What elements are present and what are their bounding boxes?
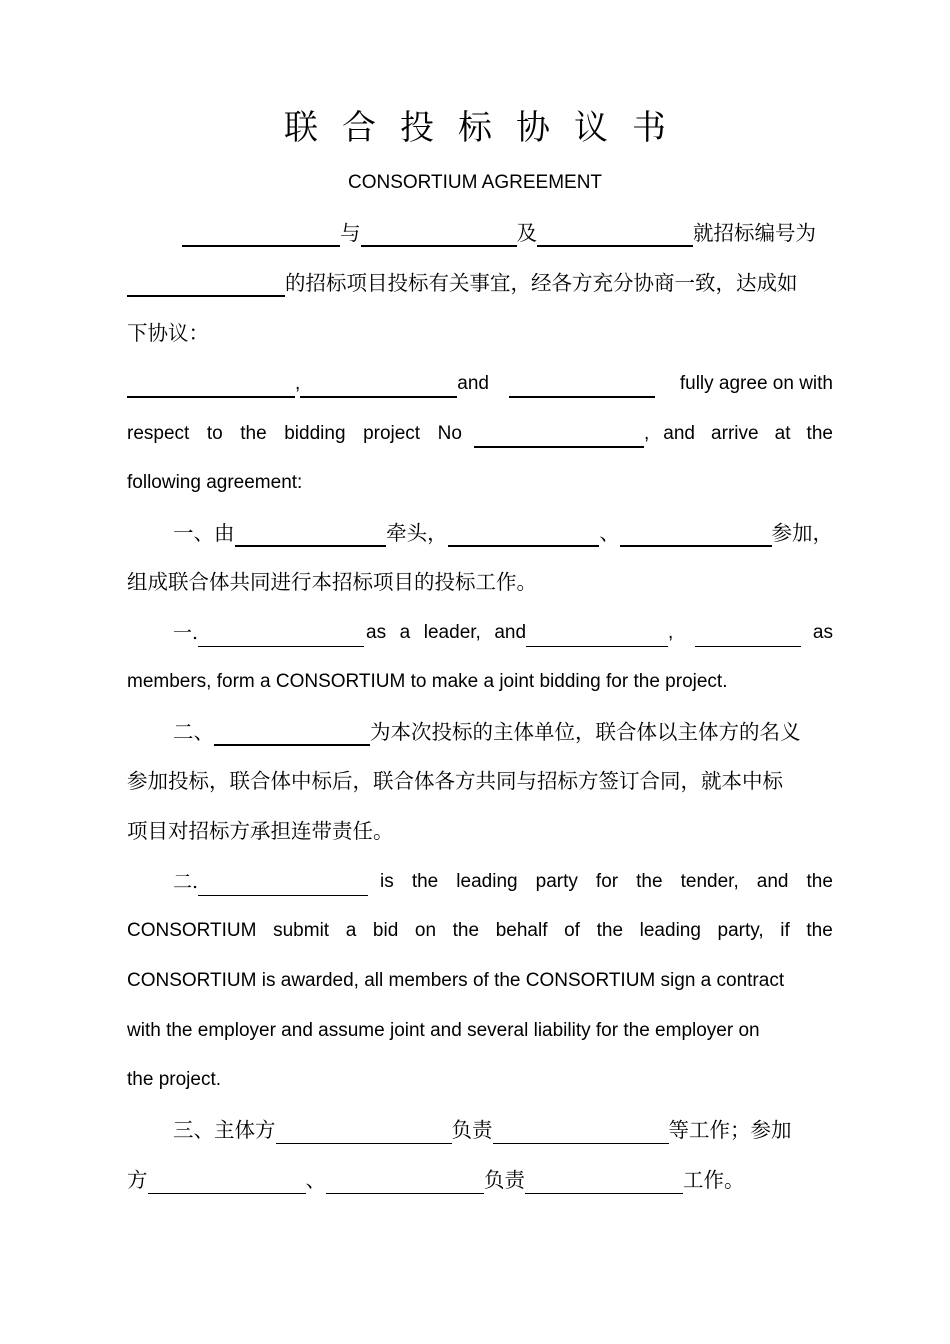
leader-blank[interactable] [235,523,387,547]
en-leader-blank[interactable] [198,624,364,647]
en-party-b-blank[interactable] [300,374,457,398]
member-2-blank[interactable] [620,523,772,547]
word: bidding [284,423,346,444]
text-separator: 、 [599,521,620,545]
clause-3-text: 等工作；参加 [668,1118,792,1142]
word: a [345,920,357,941]
word: the [806,423,833,444]
party-c-blank[interactable] [537,223,693,247]
main-party-blank[interactable] [214,722,370,746]
word: respect [127,423,190,444]
en-and: and [457,373,489,394]
text-responsible: 负责 [451,1118,493,1142]
text-and: 与 [340,221,361,245]
text-lead: 牵头， [386,521,448,545]
word: the [452,920,480,941]
clause-2-text: 为本次投标的主体单位，联合体以主体方的名义 [370,720,801,744]
main-party-work-blank[interactable] [493,1121,669,1144]
text-responsible-2: 负责 [484,1168,525,1192]
text-separator-2: 、 [305,1168,326,1192]
participant-work-blank[interactable] [525,1171,683,1194]
document-title: 联合投标协议书 [284,108,690,148]
word: is [380,871,394,892]
document-subtitle: CONSORTIUM AGREEMENT [347,172,603,193]
text-tender-no: 就招标编号为 [693,221,816,245]
en-clause-2-line-5: the project. [127,1069,221,1090]
cn-intro-line-2 [127,269,833,297]
en-party-a-blank[interactable] [127,374,295,398]
cn-intro-line-1 [182,219,833,247]
word: on [414,920,437,941]
word: No [437,423,462,444]
word: for [595,871,619,892]
tender-number-blank[interactable] [127,273,285,297]
word: leading [639,920,701,941]
word: to [206,423,223,444]
word: of [564,920,580,941]
word: if [780,920,790,941]
text-party: 方 [127,1168,148,1192]
word: the [240,423,267,444]
cn-clause-1-line-1 [173,519,833,547]
en-clause-2-line-3: CONSORTIUM is awarded, all members of the CONSORTIUM sign a contract [127,970,785,991]
word: at [774,423,791,444]
text-and-2: 及 [516,221,537,245]
word: the [806,920,833,941]
en-clause-1-line-2: members, form a CONSORTIUM to make a joint bidding for the project. [127,671,728,692]
en-comma: , [295,373,301,394]
word: as [812,622,833,643]
cn-clause-3-line-1 [173,1116,833,1144]
party-a-blank[interactable] [182,223,340,247]
cn-clause-2-line-2: 参加投标，联合体中标后，联合体各方共同与招标方签订合同，就本中标 [127,769,783,793]
cn-clause-2-line-1 [173,718,833,746]
word: a [399,622,411,643]
word: the [411,871,439,892]
en-clause-2-line-1 [173,868,833,896]
word: CONSORTIUM [127,920,257,941]
text-work: 工作。 [683,1168,745,1192]
word: and [663,423,695,444]
en-party-c-blank[interactable] [509,374,655,398]
en-agree-text: fully agree on with [679,373,833,394]
en-clause-2-prefix: 二. [173,871,199,893]
cn-clause-3-line-2 [127,1166,833,1194]
text-join: 参加， [771,521,834,545]
en-intro-line-1 [127,370,833,398]
en-comma-3: , [668,622,674,643]
word: project [363,423,421,444]
en-comma-2: , [644,423,650,444]
en-member-2-blank[interactable] [695,624,801,647]
en-clause-1-prefix: 一. [173,622,199,644]
participant-1-blank[interactable] [148,1171,306,1194]
word: the [596,920,624,941]
word: as [366,622,387,643]
member-1-blank[interactable] [448,523,600,547]
party-b-blank[interactable] [361,223,517,247]
cn-intro-text: 的招标项目投标有关事宜，经各方充分协商一致，达成如 [285,271,798,295]
word: behalf [495,920,548,941]
en-intro-line-2 [127,420,833,448]
word: leader, [423,622,481,643]
word: bid [372,920,399,941]
cn-intro-line-3: 下协议： [127,321,209,345]
word: leading [456,871,518,892]
participant-2-blank[interactable] [326,1171,484,1194]
word: and [756,871,789,892]
word: the [636,871,663,892]
word: arrive [711,423,759,444]
en-clause-2-line-2 [127,917,833,945]
clause-3-prefix: 三、主体方 [173,1118,276,1142]
en-intro-line-3: following agreement: [127,472,303,493]
cn-clause-2-line-3: 项目对招标方承担连带责任。 [127,819,394,843]
cn-clause-1-line-2: 组成联合体共同进行本招标项目的投标工作。 [127,570,537,594]
en-leading-party-blank[interactable] [198,873,368,896]
en-member-1-blank[interactable] [526,624,668,647]
word: the [806,871,833,892]
en-clause-1-line-1 [173,619,833,647]
en-project-no-blank[interactable] [474,424,644,448]
word: tender, [680,871,739,892]
en-clause-2-line-4: with the employer and assume joint and several liability for the employer on [127,1020,760,1041]
main-party-duty-blank[interactable] [276,1121,452,1144]
word: submit [273,920,330,941]
clause-1-prefix: 一、由 [173,521,235,545]
word: party [535,871,578,892]
word: and [494,622,527,643]
clause-2-prefix: 二、 [173,720,214,744]
word: party, [717,920,764,941]
